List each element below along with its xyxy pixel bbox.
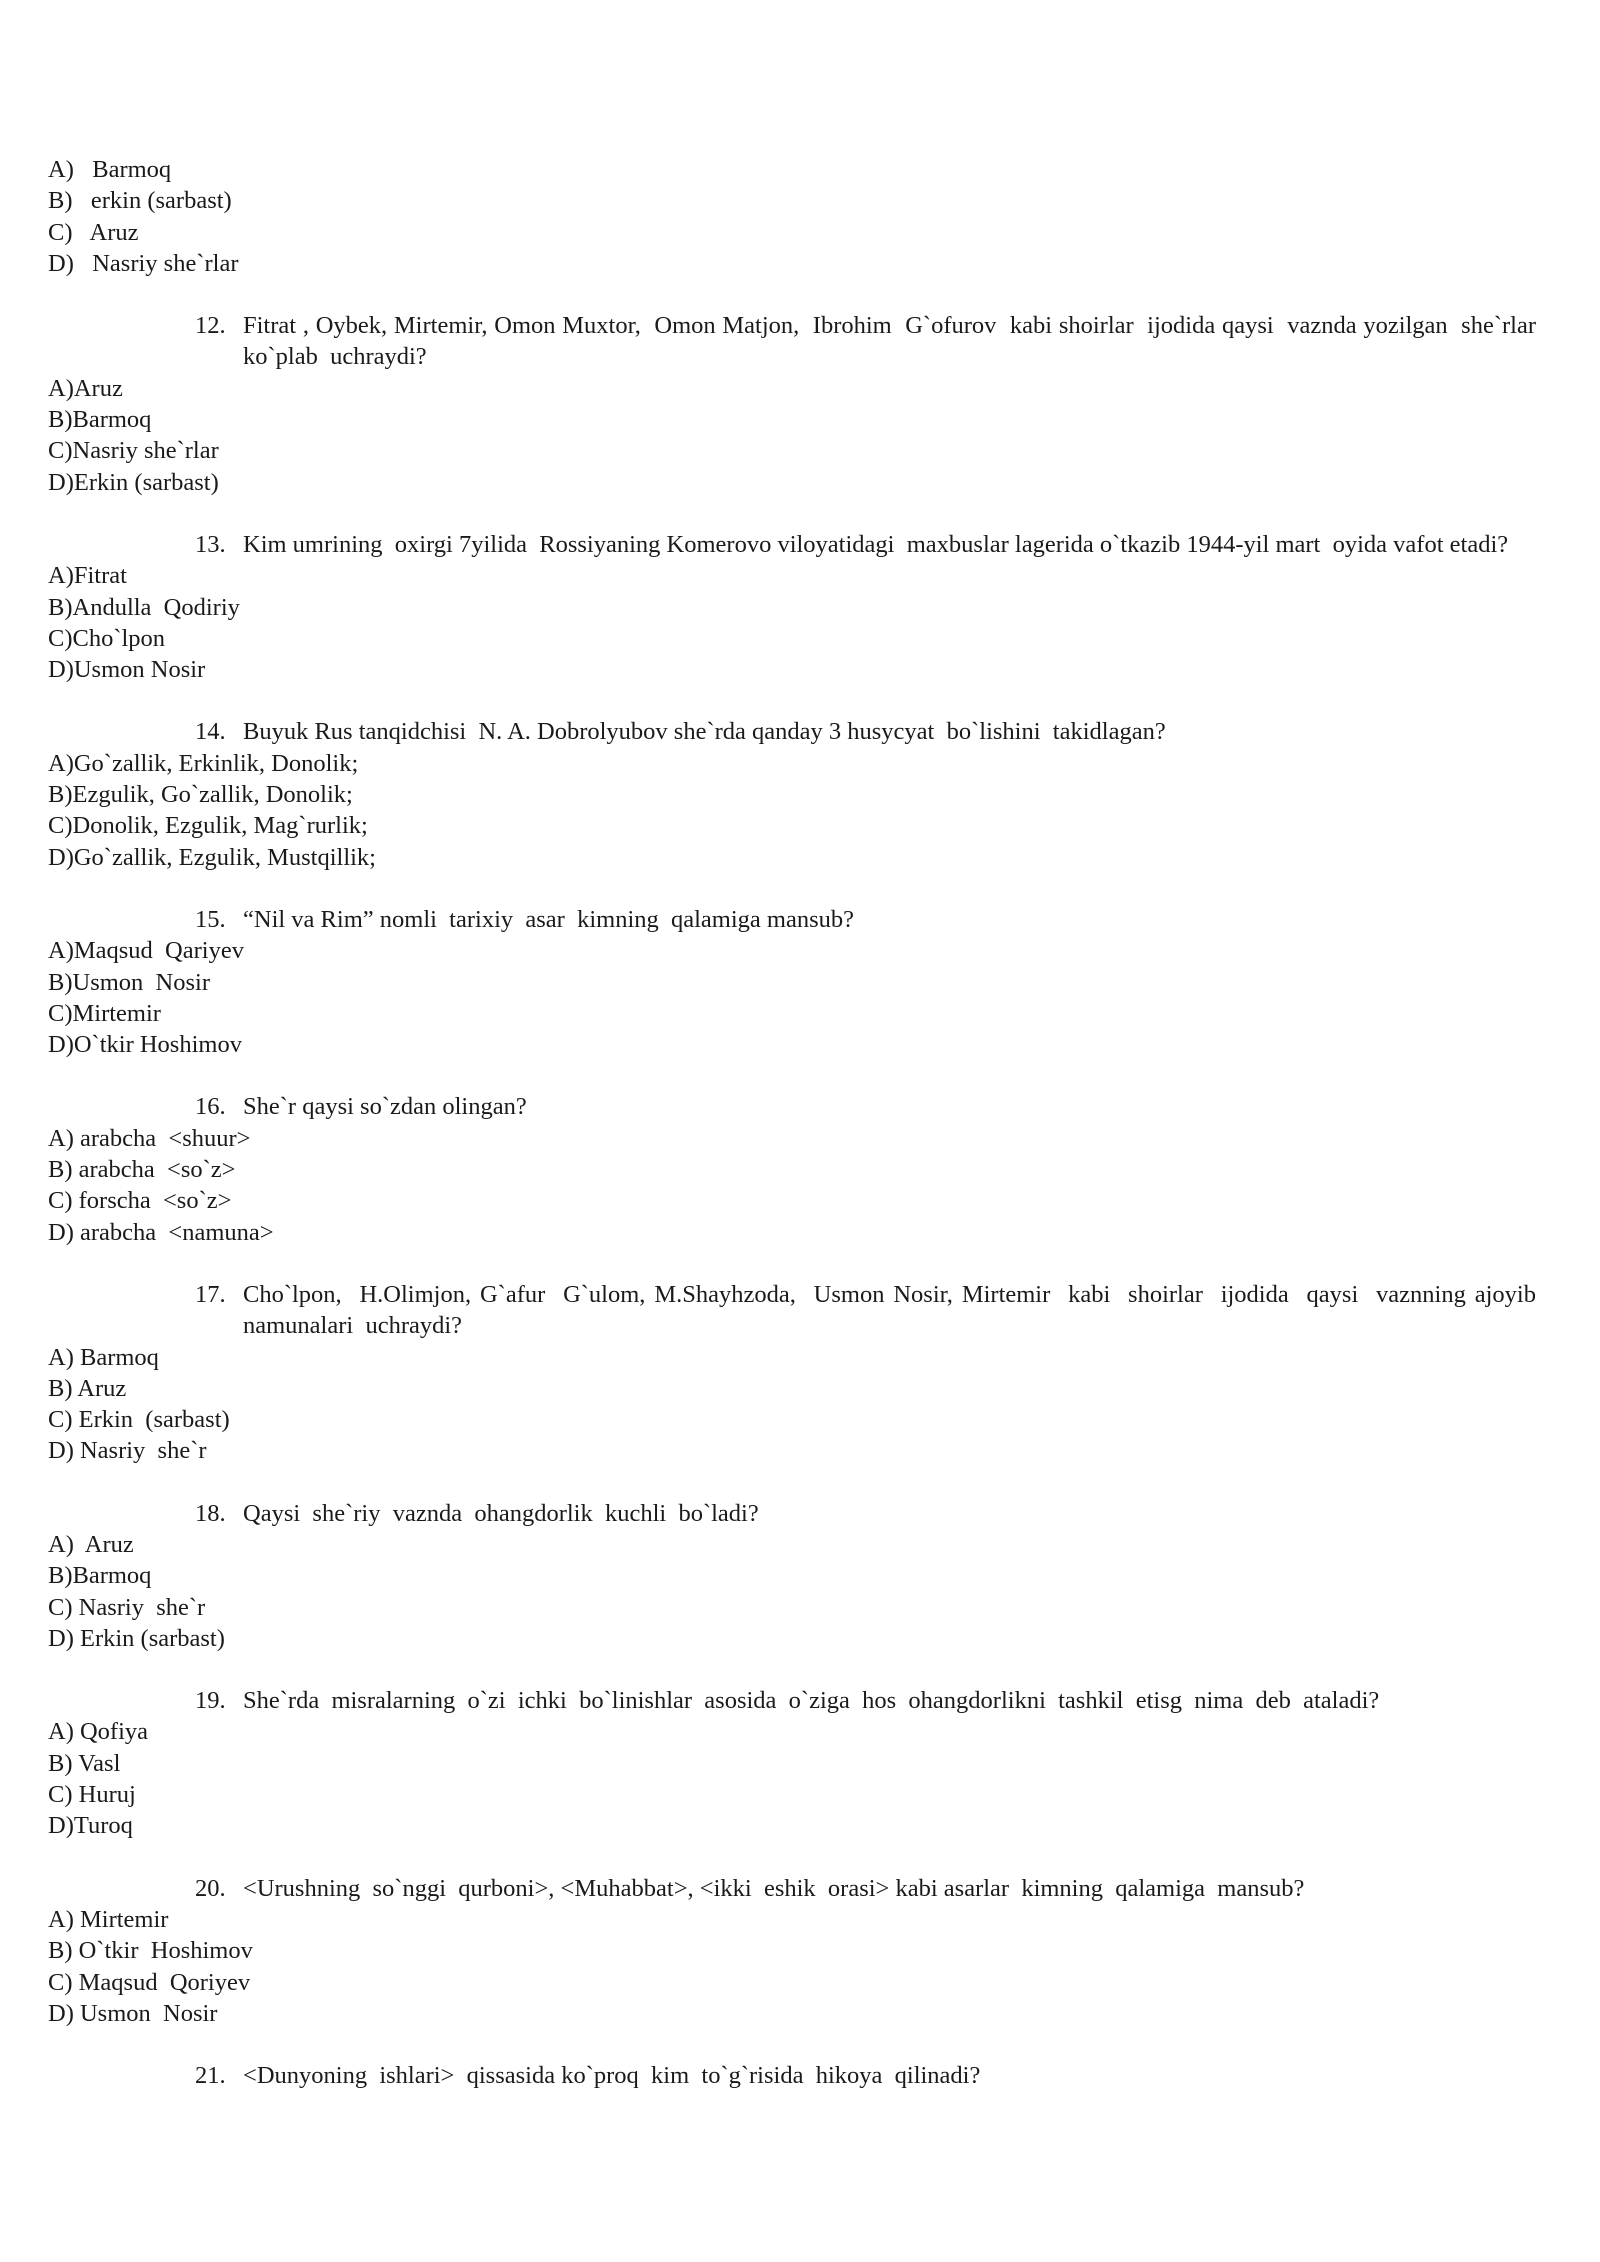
option-line: C) Aruz bbox=[48, 218, 139, 246]
option-line: A)Fitrat bbox=[48, 562, 127, 590]
option-line: B) Aruz bbox=[48, 1374, 127, 1402]
option-line: A) Mirtemir bbox=[48, 1905, 169, 1933]
option-line: D)Go`zallik, Ezgulik, Mustqillik; bbox=[48, 843, 376, 871]
option-line: A)Aruz bbox=[48, 374, 123, 402]
question-13-options bbox=[0, 560, 1600, 685]
question-number: 17. bbox=[195, 1280, 226, 1308]
option-line: D) Erkin (sarbast) bbox=[48, 1624, 225, 1652]
option-line: A) Qofiya bbox=[48, 1718, 149, 1746]
question-15-options bbox=[0, 935, 1600, 1060]
option-line: C) Huruj bbox=[48, 1781, 136, 1809]
option-line: B) Vasl bbox=[48, 1749, 121, 1777]
option-line: D) Nasriy she`r bbox=[48, 1437, 207, 1465]
question-15 bbox=[0, 904, 1600, 935]
question-number: 15. bbox=[195, 905, 226, 933]
question-17-options bbox=[0, 1342, 1600, 1467]
question-number: 19. bbox=[195, 1687, 226, 1715]
option-line: A)Maqsud Qariyev bbox=[48, 937, 244, 965]
question-14 bbox=[0, 716, 1600, 747]
option-line: D)Usmon Nosir bbox=[48, 656, 206, 684]
option-line: C) Nasriy she`r bbox=[48, 1593, 206, 1621]
question-number: 21. bbox=[195, 2062, 226, 2090]
option-line: C)Cho`lpon bbox=[48, 624, 166, 652]
option-line: D)Turoq bbox=[48, 1812, 133, 1840]
option-line: D)O`tkir Hoshimov bbox=[48, 1031, 242, 1059]
option-line: B)Barmoq bbox=[48, 406, 152, 434]
question-20 bbox=[0, 1873, 1600, 1904]
option-line: B)Barmoq bbox=[48, 1562, 152, 1590]
question-text: Kim umrining oxirgi 7yilida Rossiyaning Komerovo viloyatidagi maxbuslar lagerida o`tkazib 1944-yil mart oyida vafot etadi? bbox=[243, 530, 1509, 558]
option-line: D) Usmon Nosir bbox=[48, 1999, 218, 2027]
question-16-options bbox=[0, 1123, 1600, 1248]
question-number: 16. bbox=[195, 1093, 226, 1121]
option-line: D)Erkin (sarbast) bbox=[48, 468, 219, 496]
option-line: A) Barmoq bbox=[48, 1343, 159, 1371]
question-text: <Dunyoning ishlari> qissasida ko`proq kim to`g`risida hikoya qilinadi? bbox=[243, 2062, 981, 2090]
document-page bbox=[0, 154, 1600, 2091]
option-line: C) Erkin (sarbast) bbox=[48, 1406, 230, 1434]
question-14-options bbox=[0, 748, 1600, 873]
question-text: “Nil va Rim” nomli tarixiy asar kimning qalamiga mansub? bbox=[243, 905, 855, 933]
question-text: Buyuk Rus tanqidchisi N. A. Dobrolyubov she`rda qanday 3 husусyat bo`lishini takidlagan? bbox=[243, 718, 1166, 746]
option-line: C)Nasriy she`rlar bbox=[48, 437, 219, 465]
option-line: A) Barmoq bbox=[48, 156, 172, 183]
option-line: B)Andulla Qodiriy bbox=[48, 593, 240, 621]
option-line: B)Ezgulik, Go`zallik, Donolik; bbox=[48, 781, 353, 809]
question-text: She`rda misralarning o`zi ichki bo`linishlar asosida o`ziga hos ohangdorlikni tashkil etisg nima deb ataladi? bbox=[243, 1687, 1380, 1715]
question-18-options bbox=[0, 1529, 1600, 1654]
option-line: C)Mirtemir bbox=[48, 999, 161, 1027]
option-line: B) erkin (sarbast) bbox=[48, 187, 232, 215]
question-19-options bbox=[0, 1716, 1600, 1841]
question-text: Qaysi she`riy vaznda ohangdorlik kuchli bo`ladi? bbox=[243, 1499, 759, 1527]
question-number: 12. bbox=[195, 312, 226, 340]
question-20-options bbox=[0, 1904, 1600, 2029]
question-19 bbox=[0, 1685, 1600, 1716]
question-number: 14. bbox=[195, 718, 226, 746]
option-line: B) O`tkir Hoshimov bbox=[48, 1937, 253, 1965]
question-text: She`r qaysi so`zdan olingan? bbox=[243, 1093, 527, 1121]
option-line: A)Go`zallik, Erkinlik, Donolik; bbox=[48, 749, 359, 777]
question-text: Fitrat , Oybek, Mirtemir, Omon Muxtor, Omon Matjon, Ibrohim G`ofurov kabi shoirlar ijodida qaysi vaznda yozilgan she`rlar ko`plab uchraydi? bbox=[243, 312, 1549, 371]
question-16 bbox=[0, 1091, 1600, 1122]
question-12-options bbox=[0, 373, 1600, 498]
option-line: C) Maqsud Qoriyev bbox=[48, 1968, 251, 1996]
option-line: B)Usmon Nosir bbox=[48, 968, 210, 996]
question-12 bbox=[0, 310, 1600, 373]
option-line: D) Nasriy she`rlar bbox=[48, 249, 239, 277]
option-line: C)Donolik, Ezgulik, Mag`rurlik; bbox=[48, 812, 368, 840]
question-text: <Urushning so`nggi qurboni>, <Muhabbat>, <ikki eshik orasi> kabi asarlar kimning qalamiga mansub? bbox=[243, 1874, 1305, 1902]
option-line: B) arabcha <so`z> bbox=[48, 1156, 236, 1184]
question-17 bbox=[0, 1279, 1600, 1342]
question-text: Cho`lpon, H.Olimjon, G`afur G`ulom, M.Shayhzoda, Usmon Nosir, Mirtemir kabi shoirlar ijodida qaysi vaznning ajoyib namunalari uchraydi? bbox=[243, 1280, 1549, 1340]
option-line: C) forscha <so`z> bbox=[48, 1187, 232, 1215]
option-line: A) Aruz bbox=[48, 1530, 134, 1558]
question-21 bbox=[0, 2060, 1600, 2091]
question-number: 18. bbox=[195, 1499, 226, 1527]
option-line: A) arabcha <shuur> bbox=[48, 1124, 251, 1152]
option-line: D) arabcha <namuna> bbox=[48, 1218, 274, 1246]
question-number: 13. bbox=[195, 530, 226, 558]
question-number: 20. bbox=[195, 1874, 226, 1902]
question-13 bbox=[0, 529, 1600, 560]
top-options bbox=[0, 154, 1600, 279]
question-18 bbox=[0, 1498, 1600, 1529]
